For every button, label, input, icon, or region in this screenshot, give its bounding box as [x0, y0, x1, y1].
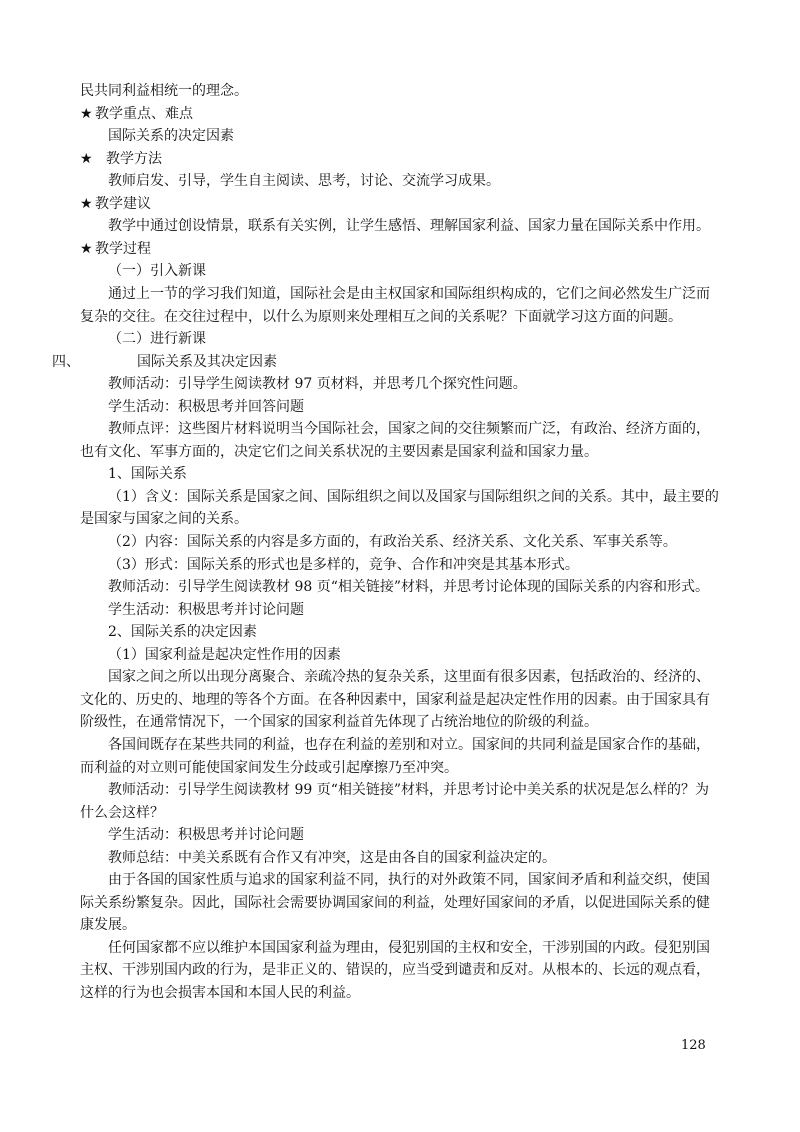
- text-line: 学生活动：积极思考并讨论问题: [108, 827, 304, 844]
- subsection-heading: 2、国际关系的决定因素: [108, 624, 257, 641]
- star-bullet: ★: [80, 195, 93, 212]
- text-line: 是国家与国家之间的关系。: [80, 511, 248, 528]
- text-line: 民共同利益相统一的理念。: [80, 83, 248, 99]
- chapter-title: 国际关系及其决定因素: [137, 353, 277, 370]
- text-line: 学生活动：积极思考并回答问题: [108, 398, 304, 415]
- section-heading: 教学重点、难点: [95, 105, 193, 122]
- text-line: 什么会这样？: [80, 804, 164, 821]
- subsection-heading: （一）引入新课: [108, 263, 206, 280]
- section-heading: 教学建议: [95, 195, 151, 212]
- text-line: 阶级性，在通常情况下，一个国家的国家利益首先体现了占统治地位的阶级的利益。: [80, 714, 598, 731]
- star-bullet: ★: [80, 105, 93, 122]
- text-line: 教学中通过创设情景，联系有关实例，让学生感悟、理解国家利益、国家力量在国际关系中作用。: [108, 218, 710, 235]
- text-line: 主权、干涉别国内政的行为，是非正义的、错误的，应当受到谴责和反对。从根本的、长远的观点看，: [80, 962, 710, 979]
- subsection-heading: （二）进行新课: [108, 331, 206, 348]
- chapter-number: 四、: [52, 353, 80, 370]
- text-line: 而利益的对立则可能使国家间发生分歧或引起摩擦乃至冲突。: [80, 759, 458, 776]
- text-line: 教师启发、引导，学生自主阅读、思考，讨论、交流学习成果。: [108, 173, 500, 190]
- page-number: 128: [681, 1038, 706, 1053]
- subsection-heading: 1、国际关系: [108, 466, 187, 483]
- text-line: 任何国家都不应以维护本国国家利益为理由，侵犯别国的主权和安全，干涉别国的内政。侵犯别国: [108, 939, 710, 956]
- text-line: 这样的行为也会损害本国和本国人民的利益。: [80, 985, 360, 1001]
- text-line: 学生活动：积极思考并讨论问题: [108, 601, 304, 618]
- text-line: 文化的、历史的、地理的等各个方面。在各种因素中，国家利益是起决定性作用的因素。由于国家具有: [80, 691, 710, 708]
- text-line: 通过上一节的学习我们知道，国际社会是由主权国家和国际组织构成的，它们之间必然发生广泛而: [108, 285, 710, 302]
- text-line: 由于各国的国家性质与追求的国家利益不同，执行的对外政策不同，国家间矛盾和利益交织，使国: [108, 872, 710, 889]
- text-line: 复杂的交往。在交往过程中，以什么为原则来处理相互之间的关系呢？下面就学习这方面的问题。: [80, 308, 682, 325]
- text-line: 教师总结：中美关系既有合作又有冲突，这是由各自的国家利益决定的。: [108, 849, 556, 866]
- subsection-heading: （1）国家利益是起决定性作用的因素: [108, 646, 341, 663]
- text-line: 教师点评：这些图片材料说明当今国际社会，国家之间的交往频繁而广泛，有政治、经济方面的，: [108, 421, 710, 438]
- section-heading: 教学过程: [95, 240, 151, 257]
- text-line: （3）形式：国际关系的形式也是多样的，竞争、合作和冲突是其基本形式。: [108, 556, 579, 573]
- star-bullet: ★: [80, 150, 93, 167]
- text-line: 国际关系的决定因素: [108, 128, 234, 145]
- star-bullet: ★: [80, 240, 93, 257]
- text-line: 各国间既存在某些共同的利益，也存在利益的差别和对立。国家间的共同利益是国家合作的基础，: [108, 736, 710, 753]
- text-line: 教师活动：引导学生阅读教材 97 页材料，并思考几个探究性问题。: [108, 376, 527, 393]
- text-line: 教师活动：引导学生阅读教材 98 页“相关链接”材料，并思考讨论体现的国际关系的内容和形式。: [108, 579, 710, 596]
- text-line: 教师活动：引导学生阅读教材 99 页“相关链接”材料，并思考讨论中美关系的状况是怎么样的？为: [108, 782, 710, 799]
- text-line: （1）含义：国际关系是国家之间、国际组织之间以及国家与国际组织之间的关系。其中，最主要的: [108, 488, 719, 505]
- text-line: 际关系纷繁复杂。因此，国际社会需要协调国家间的利益，处理好国家间的矛盾，以促进国际关系的健: [80, 894, 710, 911]
- text-line: （2）内容：国际关系的内容是多方面的，有政治关系、经济关系、文化关系、军事关系等。: [108, 534, 677, 550]
- text-line: 也有文化、军事方面的，决定它们之间关系状况的主要因素是国家利益和国家力量。: [80, 443, 598, 460]
- text-line: 康发展。: [80, 917, 136, 934]
- section-heading: 教学方法: [106, 150, 162, 167]
- text-line: 国家之间之所以出现分离聚合、亲疏冷热的复杂关系，这里面有很多因素，包括政治的、经济的、: [108, 669, 710, 686]
